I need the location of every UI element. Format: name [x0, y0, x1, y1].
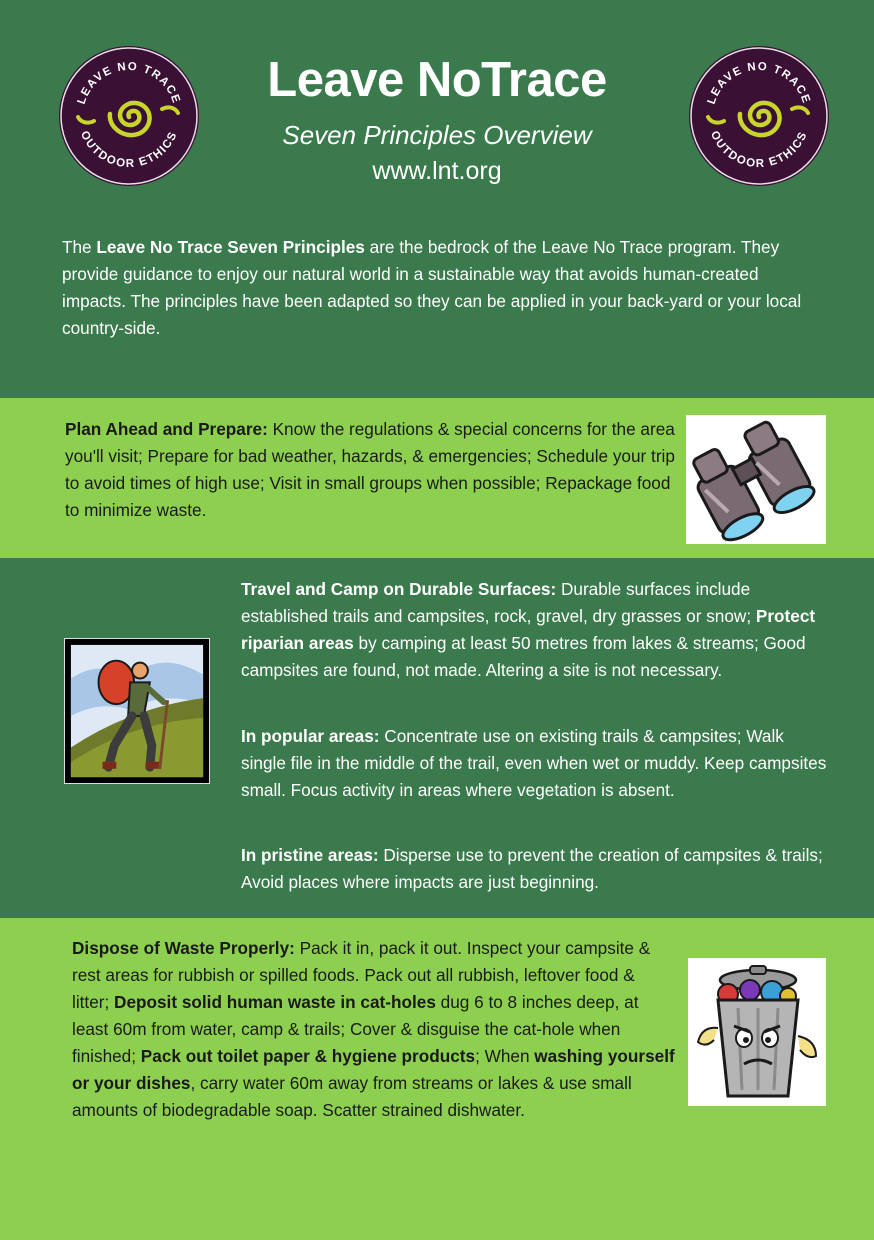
intro-bold: Leave No Trace Seven Principles: [96, 237, 365, 257]
travel-paragraph-3: In pristine areas: Disperse use to prevent the creation of campsites & trails; Avoid places where impacts are just beginning.: [241, 845, 823, 892]
travel-camp-section: [0, 558, 874, 918]
waste-heading: Dispose of Waste Properly:: [72, 938, 295, 958]
binoculars-icon: [686, 415, 826, 544]
website-link[interactable]: www.lnt.org: [372, 157, 502, 185]
logo-bottom-text: OUTDOOR ETHICS: [77, 129, 180, 171]
plan-paragraph: Plan Ahead and Prepare: Know the regulations & special concerns for the area you'll visit; Prepare for bad weather, hazards, & emergencies; Schedule your trip to avoid times of high use; Visit in small groups when possible; Repackage food to minimize waste.: [65, 419, 675, 520]
logo-top-text: LEAVE NO TRACE: [75, 60, 183, 106]
popular-areas-heading: In popular areas:: [241, 726, 380, 746]
travel-paragraph-1: Travel and Camp on Durable Surfaces: Durable surfaces include established trails and campsites, rock, gravel, dry grasses or snow; Protect riparian areas by camping at least 50 metres from lakes & streams; Good campsites are found, not made. Altering a site is not necessary.: [241, 579, 816, 680]
logo-top-text: LEAVE NO TRACE: [705, 60, 813, 106]
travel-paragraph-2: In popular areas: Concentrate use on existing trails & campsites; Walk single file in the middle of the trail, even when wet or muddy. Keep campsites small. Focus activity in areas where vegetation is absent.: [241, 726, 827, 800]
travel-heading: Travel and Camp on Durable Surfaces:: [241, 579, 557, 599]
dispose-waste-section: [0, 918, 874, 1240]
page-subtitle: Seven Principles Overview: [282, 120, 592, 150]
plan-ahead-section: [0, 398, 874, 558]
lnt-logo-icon: [688, 45, 830, 187]
pristine-areas-heading: In pristine areas:: [241, 845, 379, 865]
trash-can-icon: [688, 958, 826, 1106]
hiker-icon: [64, 638, 210, 784]
intro-paragraph: The Leave No Trace Seven Principles are the bedrock of the Leave No Trace program. They provide guidance to enjoy our natural world in a sustainable way that avoids human-created impacts. The principles have been adapted so they can be applied in your back-yard or your local country-side.: [62, 237, 802, 338]
page-title: Leave NoTrace: [267, 53, 607, 107]
waste-paragraph: Dispose of Waste Properly: Pack it in, pack it out. Inspect your campsite & rest areas for rubbish or spilled foods. Pack out all rubbish, leftover food & litter; Deposit solid human waste in cat-holes dug 6 to 8 inches deep, at least 60m from water, camp & trails; Cover & disguise the cat-hole when finished; Pack out toilet paper & hygiene products; When washing yourself or your dishes, carry water 60m away from streams or lakes & use small amounts of biodegradable soap. Scatter strained dishwater.: [72, 938, 675, 1120]
header-section: [0, 0, 874, 398]
logo-bottom-text: OUTDOOR ETHICS: [707, 129, 810, 171]
plan-heading: Plan Ahead and Prepare:: [65, 419, 268, 439]
